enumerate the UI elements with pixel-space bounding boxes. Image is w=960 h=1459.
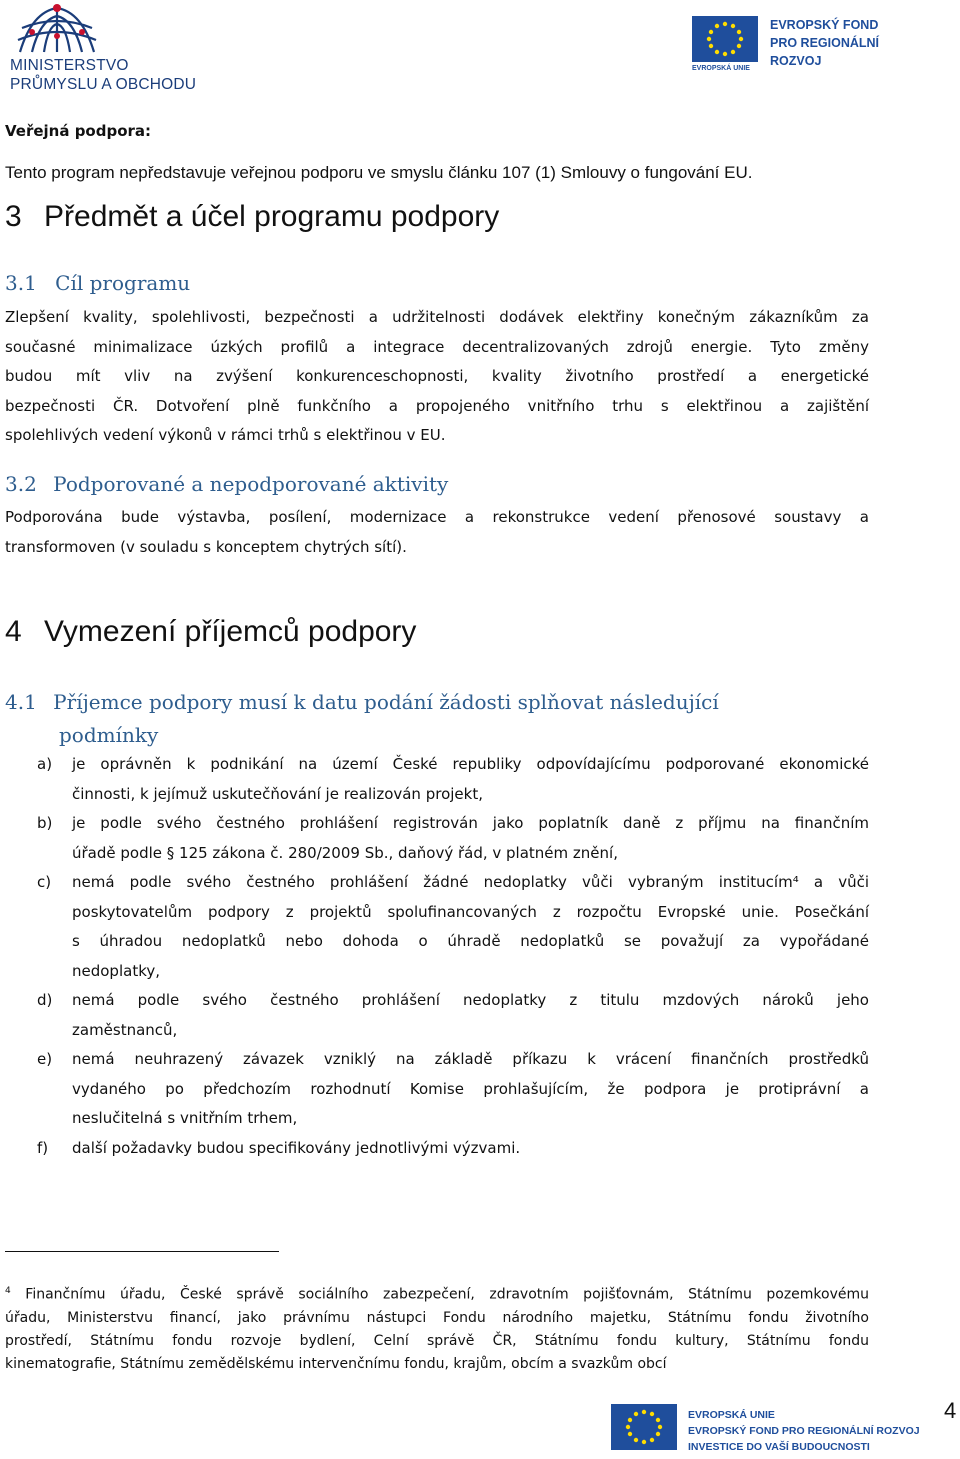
section-4-1-number: 4.1 xyxy=(5,690,37,714)
section-4-heading xyxy=(5,615,416,649)
section-3-title: Předmět a účel programu podpory xyxy=(44,200,500,233)
footnote-line xyxy=(5,1280,869,1307)
paragraph-line: Zlepšení kvality, spolehlivosti, bezpečnosti a udržitelnosti dodávek elektřiny konečným zákazníkům za xyxy=(5,308,869,326)
eu-fund-label xyxy=(770,16,879,70)
footer-eu-union: EVROPSKÁ UNIE xyxy=(688,1409,775,1421)
footnote-line: prostředí, Státnímu fondu rozvoje bydlení, Celní správě ČR, Státnímu fondu kultury, Státnímu fondu xyxy=(5,1333,869,1350)
list-line: poskytovatelům podpory z projektů spolufinancovaných z rozpočtu Evropské unie. Posečkání xyxy=(72,902,869,921)
list-marker: a) xyxy=(37,755,53,773)
section-4-1-title-line2: podmínky xyxy=(59,723,159,747)
eu-fund-line2: PRO REGIONÁLNÍ xyxy=(770,36,880,50)
eu-fund-line1: EVROPSKÝ FOND xyxy=(770,18,879,32)
section-3-2-heading xyxy=(5,472,448,496)
section-4-1-title-line1: Příjemce podpory musí k datu podání žádosti splňovat následující xyxy=(53,690,719,714)
list-line: nedoplatky, xyxy=(72,961,160,980)
list-line: další požadavky budou specifikovány jednotlivými výzvami. xyxy=(72,1139,521,1157)
public-support-heading: Veřejná podpora: xyxy=(5,122,152,140)
paragraph-line: Podporována bude výstavba, posílení, modernizace a rekonstrukce vedení přenosové soustavy a xyxy=(5,508,869,526)
section-4-number: 4 xyxy=(5,615,22,648)
list-line: úřadě podle § 125 zákona č. 280/2009 Sb., daňový řád, v platném znění, xyxy=(72,843,618,862)
list-line: s úhradou nedoplatků nebo dohoda o úhradě nedoplatků se považují za vypořádané xyxy=(72,932,869,950)
list-marker: f) xyxy=(37,1139,49,1157)
globe-icon xyxy=(12,2,102,58)
footer-eu-text xyxy=(688,1407,920,1455)
section-4-title: Vymezení příjemců podpory xyxy=(44,615,417,648)
list-marker: e) xyxy=(37,1050,53,1068)
eu-logo-header xyxy=(692,16,762,72)
list-marker: d) xyxy=(37,991,53,1009)
footnote-line-text: Finančnímu úřadu, České správě sociálního zabezpečení, zdravotním pojišťovnám, Státnímu pozemkovému xyxy=(25,1286,870,1303)
list-line: nemá podle svého čestného prohlášení žádné nedoplatky vůči vybraným institucím⁴ a vůči xyxy=(72,873,869,891)
list-line: zaměstnanců, xyxy=(72,1020,178,1039)
list-line: nemá neuhrazený závazek vzniklý na základě příkazu k vrácení finančních prostředků xyxy=(72,1050,869,1068)
footnote-line: kinematografie, Státnímu zemědělskému intervenčnímu fondu, krajům, obcím a svazkům obcí xyxy=(5,1356,667,1373)
section-3-2-number: 3.2 xyxy=(5,472,37,496)
list-line: nemá podle svého čestného prohlášení nedoplatky z titulu mzdových nároků jeho xyxy=(72,991,869,1009)
paragraph-line: současné minimalizace úzkých profilů a integrace decentralizovaných zdrojů energie. Tyto změny xyxy=(5,337,869,356)
page-number: 4 xyxy=(944,1398,957,1423)
paragraph-line: budou mít vliv na zvýšení konkurenceschopnosti, kvality životního prostředí a energetické xyxy=(5,367,869,385)
footnote xyxy=(5,1280,869,1376)
eu-flag-icon xyxy=(611,1404,677,1450)
section-3-1-number: 3.1 xyxy=(5,271,37,295)
footnote-line: úřadu, Ministerstvu financí, jako právnímu nástupci Fondu národního majetku, Státnímu fondu životního xyxy=(5,1309,869,1326)
section-3-1-heading xyxy=(5,271,190,295)
section-3-2-paragraph xyxy=(5,503,869,562)
paragraph-line: bezpečnosti ČR. Dotvoření plně funkčního a propojeného vnitřního trhu s elektřinou a zajištění xyxy=(5,396,869,415)
ministry-logo xyxy=(8,2,208,94)
ministry-name-line2: PRŮMYSLU A OBCHODU xyxy=(10,76,197,93)
section-3-2-title: Podporované a nepodporované aktivity xyxy=(53,472,449,496)
eu-flag-icon xyxy=(692,16,758,62)
footer-eu-fund: EVROPSKÝ FOND PRO REGIONÁLNÍ ROZVOJ xyxy=(688,1425,920,1437)
section-3-1-title: Cíl programu xyxy=(55,271,191,295)
list-marker: b) xyxy=(37,814,53,832)
footnote-number: 4 xyxy=(5,1286,11,1296)
list-line: činnosti, k jejímuž uskutečňování je realizován projekt, xyxy=(72,784,483,803)
footnote-divider xyxy=(5,1251,279,1252)
list-marker: c) xyxy=(37,873,52,891)
list-line: neslučitelná s vnitřním trhem, xyxy=(72,1109,298,1127)
eu-union-label: EVROPSKÁ UNIE xyxy=(692,65,750,72)
section-3-1-paragraph xyxy=(5,303,869,451)
footer-slogan: INVESTICE DO VAŠÍ BUDOUCNOSTI xyxy=(688,1441,870,1453)
paragraph-line: transformoven (v souladu s konceptem chytrých sítí). xyxy=(5,537,407,556)
ministry-name-line1: MINISTERSTVO xyxy=(10,57,129,74)
paragraph-line: spolehlivých vedení výkonů v rámci trhů s elektřinou v EU. xyxy=(5,426,446,444)
list-line: je oprávněn k podnikání na území České republiky odpovídajícímu podporované ekonomické xyxy=(72,755,869,773)
section-3-heading xyxy=(5,200,499,234)
public-support-text: Tento program nepředstavuje veřejnou podporu ve smyslu článku 107 (1) Smlouvy o fungování EU. xyxy=(5,163,753,182)
list-line: je podle svého čestného prohlášení registrován jako poplatník daně z příjmu na finančním xyxy=(72,814,869,832)
list-line: vydaného po předchozím rozhodnutí Komise prohlašujícím, že podpora je protiprávní a xyxy=(72,1079,869,1098)
section-4-1-heading xyxy=(5,686,719,752)
eu-fund-line3: ROZVOJ xyxy=(770,54,822,68)
section-3-number: 3 xyxy=(5,200,22,233)
